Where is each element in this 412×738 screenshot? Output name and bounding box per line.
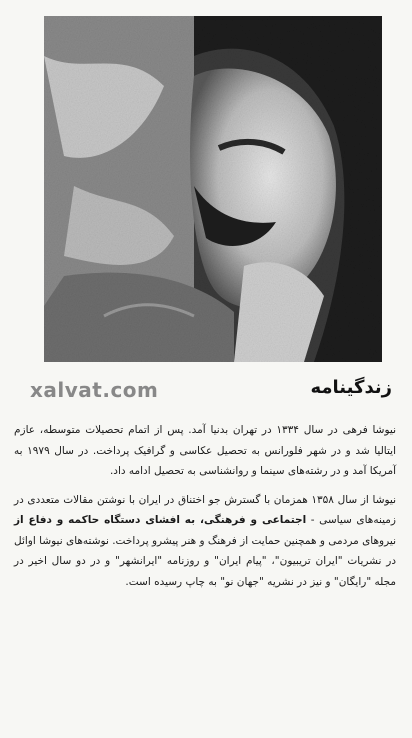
bio-text-after: نیروهای مردمی و همچنین حمایت از فرهنگ و هنر پیشرو پرداخت. نوشته‌های نیوشا اوائل در نشریات "ایران تریبیون"، "پیام ایران" و روزنامه "ایرانشهر" و در دو سال اخیر در مجله "رایگان" و نیز در نشریه "جهان نو" به چاپ رسیده است. [14,534,396,588]
bio-paragraph [14,490,396,593]
biography-text [14,420,396,592]
section-title: زندگینامه [310,377,392,398]
portrait-photo [44,16,382,362]
bio-text-before: نیوشا از سال ۱۳۵۸ همزمان با گسترش جو اختناق در ایران با نوشتن مقالات متعددی در زمینه‌های سیاسی - [14,493,397,526]
watermark-text: xalvat.com [30,378,159,402]
bio-paragraph: نیوشا فرهی در سال ۱۳۳۴ در تهران بدنیا آمد. پس از اتمام تحصیلات متوسطه، عازم ایتالیا شد و در شهر فلورانس به تحصیل عکاسی و گرافیک پرداخت. در سال ۱۹۷۹ به آمریکا آمد و در رشته‌های سینما و روانشناسی به تحصیل ادامه داد. [14,424,396,477]
bio-text-highlight: اجتماعی و فرهنگی، به افشای دستگاه حاکمه و دفاع از [14,514,307,526]
